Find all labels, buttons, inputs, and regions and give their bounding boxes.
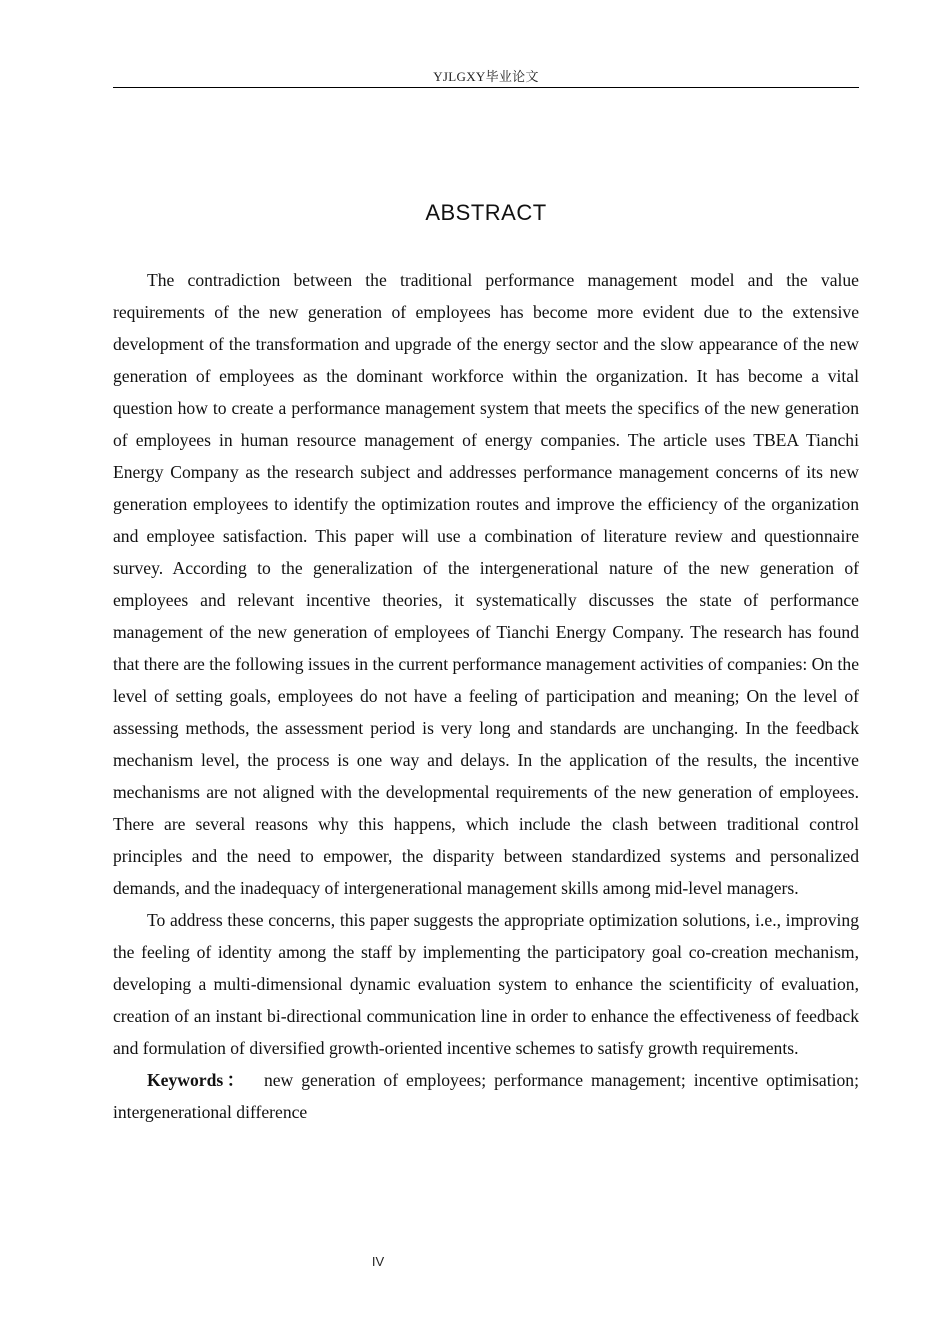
abstract-paragraph-1: The contradiction between the traditional performance management model and the value requirements of the new generation of employees has become more evident due to the extensive development of the transformation and upgrade of the energy sector and the slow appearance of the new generation of employees as the dominant workforce within the organization. It has become a vital question how to create a performance management system that meets the specifics of the new generation of employees in human resource management of energy companies. The article uses TBEA Tianchi Energy Company as the research subject and addresses performance management concerns of its new generation employees to identify the optimization routes and improve the efficiency of the organization and employee satisfaction. This paper will use a combination of literature review and questionnaire survey. According to the generalization of the intergenerational nature of the new generation of employees and relevant incentive theories, it systematically discusses the state of performance management of the new generation of employees of Tianchi Energy Company. The research has found that there are the following issues in the current performance management activities of companies: On the level of setting goals, employees do not have a feeling of participation and meaning; On the level of assessing methods, the assessment period is very long and standards are unchanging. In the feedback mechanism level, the process is one way and delays. In the application of the results, the incentive mechanisms are not aligned with the developmental requirements of the new generation of employees. There are several reasons why this happens, which include the clash between traditional control principles and the need to empower, the disparity between standardized systems and personalized demands, and the inadequacy of intergenerational management skills among mid-level managers. [113,270,859,898]
abstract-title: ABSTRACT [425,200,547,225]
page-number: IV [371,1254,385,1269]
keywords-line [113,1064,859,1128]
running-header: YJLGXY毕业论文 [433,69,539,84]
abstract-paragraph-2: To address these concerns, this paper suggests the appropriate optimization solutions, i.e., improving the feeling of identity among the staff by implementing the participatory goal co-creation mechanism, developing a multi-dimensional dynamic evaluation system to enhance the scientificity of evaluation, creation of an instant bi-directional communication line in order to enhance the effectiveness of feedback and formulation of diversified growth-oriented incentive schemes to satisfy growth requirements. [113,910,859,1058]
keywords-label: Keywords： [147,1070,248,1090]
keywords-text: new generation of employees; performance management; incentive optimisation; intergenerational difference [113,1070,859,1122]
header-rule [113,87,859,88]
abstract-body [113,264,859,1128]
